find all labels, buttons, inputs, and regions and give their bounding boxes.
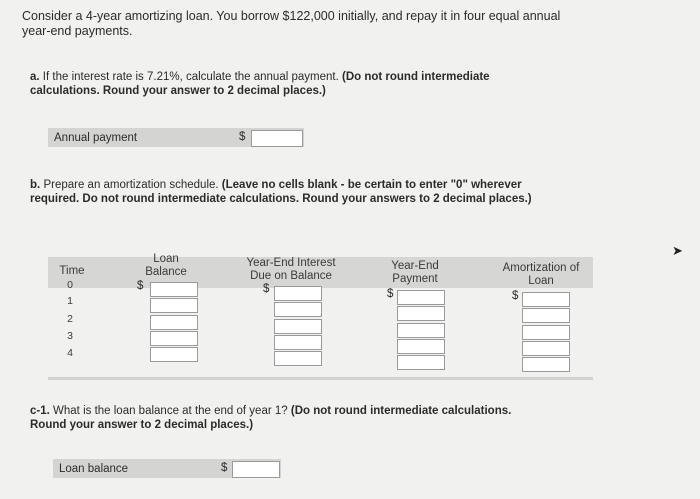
question-a-text: If the interest rate is 7.21%, calculate the annual payment. <box>42 71 339 83</box>
payment-input[interactable] <box>397 306 445 321</box>
amortization-input[interactable] <box>522 308 570 323</box>
question-c1-label: c-1. <box>30 405 50 417</box>
question-a-instruction: (Do not round intermediate calculations. Round your answer to 2 decimal places.) <box>30 71 490 97</box>
header-amortization: Amortization of Loan <box>502 262 580 287</box>
loan-balance-answer-input[interactable] <box>232 461 280 478</box>
header-year-end-interest: Year-End Interest Due on Balance <box>246 257 336 282</box>
interest-input[interactable] <box>274 319 322 334</box>
time-cell: 2 <box>67 313 73 325</box>
question-b-instruction: (Leave no cells blank - be certain to enter "0" wherever required. Do not round intermediate calculations. Round your answers to 2 decimal places.) <box>30 179 532 205</box>
payment-input[interactable] <box>397 290 445 305</box>
loan-balance-input[interactable] <box>150 282 198 297</box>
loan-balance-input[interactable] <box>150 315 198 330</box>
interest-currency: $ <box>263 283 270 295</box>
loan-balance-label: Loan balance <box>59 463 129 475</box>
amortization-input[interactable] <box>522 341 570 356</box>
payment-input[interactable] <box>397 323 445 338</box>
time-cell: 3 <box>67 330 73 342</box>
interest-input[interactable] <box>274 351 322 366</box>
amortization-input[interactable] <box>522 292 570 307</box>
time-cell: 0 <box>67 279 73 291</box>
amortization-input[interactable] <box>522 357 570 372</box>
loan-balance-input[interactable] <box>150 331 198 346</box>
mouse-cursor-icon: ➤ <box>672 243 683 258</box>
interest-input[interactable] <box>274 302 322 317</box>
loan-balance-currency: $ <box>137 280 144 292</box>
amortization-currency: $ <box>512 290 519 302</box>
payment-input[interactable] <box>397 355 445 370</box>
loan-balance-answer-currency: $ <box>221 462 228 474</box>
question-b-text: Prepare an amortization schedule. <box>43 179 219 191</box>
interest-input[interactable] <box>274 335 322 350</box>
question-a <box>30 70 550 98</box>
loan-balance-input[interactable] <box>150 347 198 362</box>
question-b-label: b. <box>30 179 41 191</box>
question-a-label: a. <box>30 71 40 83</box>
question-c1 <box>30 404 550 432</box>
time-cell: 1 <box>67 295 73 307</box>
annual-payment-currency: $ <box>239 131 246 143</box>
annual-payment-label: Annual payment <box>54 132 138 144</box>
header-year-end-payment: Year-End Payment <box>391 260 439 285</box>
payment-currency: $ <box>387 288 394 300</box>
time-cell: 4 <box>67 347 73 359</box>
problem-intro: Consider a 4-year amortizing loan. You borrow $122,000 initially, and repay it in four equal annual year-end payments. <box>22 9 561 38</box>
header-loan-balance: Loan Balance <box>145 253 187 278</box>
question-b <box>30 178 550 206</box>
header-time: Time <box>59 265 85 277</box>
payment-input[interactable] <box>397 339 445 354</box>
interest-input[interactable] <box>274 286 322 301</box>
amortization-input[interactable] <box>522 325 570 340</box>
question-c1-instruction: (Do not round intermediate calculations. Round your answer to 2 decimal places.) <box>30 405 512 431</box>
question-c1-text: What is the loan balance at the end of year 1? <box>53 405 288 417</box>
schedule-bottom-rule <box>48 377 593 380</box>
annual-payment-input[interactable] <box>251 130 303 147</box>
loan-balance-input[interactable] <box>150 298 198 313</box>
